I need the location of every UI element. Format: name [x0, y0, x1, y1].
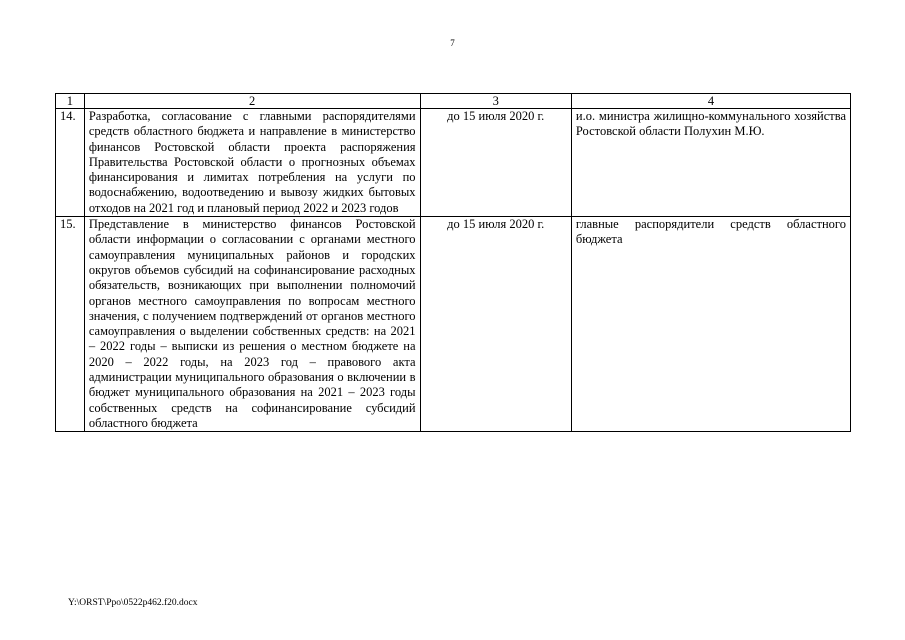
header-col-3: 3 [420, 94, 571, 109]
row-number: 14. [56, 109, 85, 217]
table-row [56, 109, 851, 217]
row-deadline: до 15 июля 2020 г. [420, 109, 571, 217]
footer-file-path: Y:\ORST\Ppo\0522p462.f20.docx [68, 598, 198, 608]
header-col-4: 4 [571, 94, 850, 109]
row-description: Разработка, согласование с главными распорядителями средств областного бюджета и направление в министерство финансов Ростовской области проекта распоряжения Правительства Ростовской области о прогнозных объемах финансирования и лимитах потребления на услуги по водоснабжению, водоотведению и вывозу жидких бытовых отходов на 2021 год и плановый период 2022 и 2023 годов [84, 109, 420, 217]
table-header-row [56, 94, 851, 109]
row-deadline: до 15 июля 2020 г. [420, 217, 571, 432]
header-col-1: 1 [56, 94, 85, 109]
plan-table [55, 93, 851, 432]
header-col-2: 2 [84, 94, 420, 109]
row-number: 15. [56, 217, 85, 432]
row-description: Представление в министерство финансов Ростовской области информации о согласовании с органами местного самоуправления муниципальных районов и городских округов объемов субсидий на софинансирование расходных обязательств, возникающих при выполнении полномочий органов местного самоуправления по вопросам местного значения, с получением подтверждений от органов местного самоуправления о выделении собственных средств: на 2021 – 2022 годы – выписки из решения о местном бюджете на 2020 – 2022 годы, на 2023 год – правового акта администрации муниципального образования о включении в бюджет муниципального образования на 2021 – 2023 годы собственных средств на софинансирование субсидий областного бюджета [84, 217, 420, 432]
table-row [56, 217, 851, 432]
page-number: 7 [450, 38, 455, 48]
row-responsible: главные распорядители средств областного бюджета [571, 217, 850, 432]
row-responsible: и.о. министра жилищно-коммунального хозяйства Ростовской области Полухин М.Ю. [571, 109, 850, 217]
